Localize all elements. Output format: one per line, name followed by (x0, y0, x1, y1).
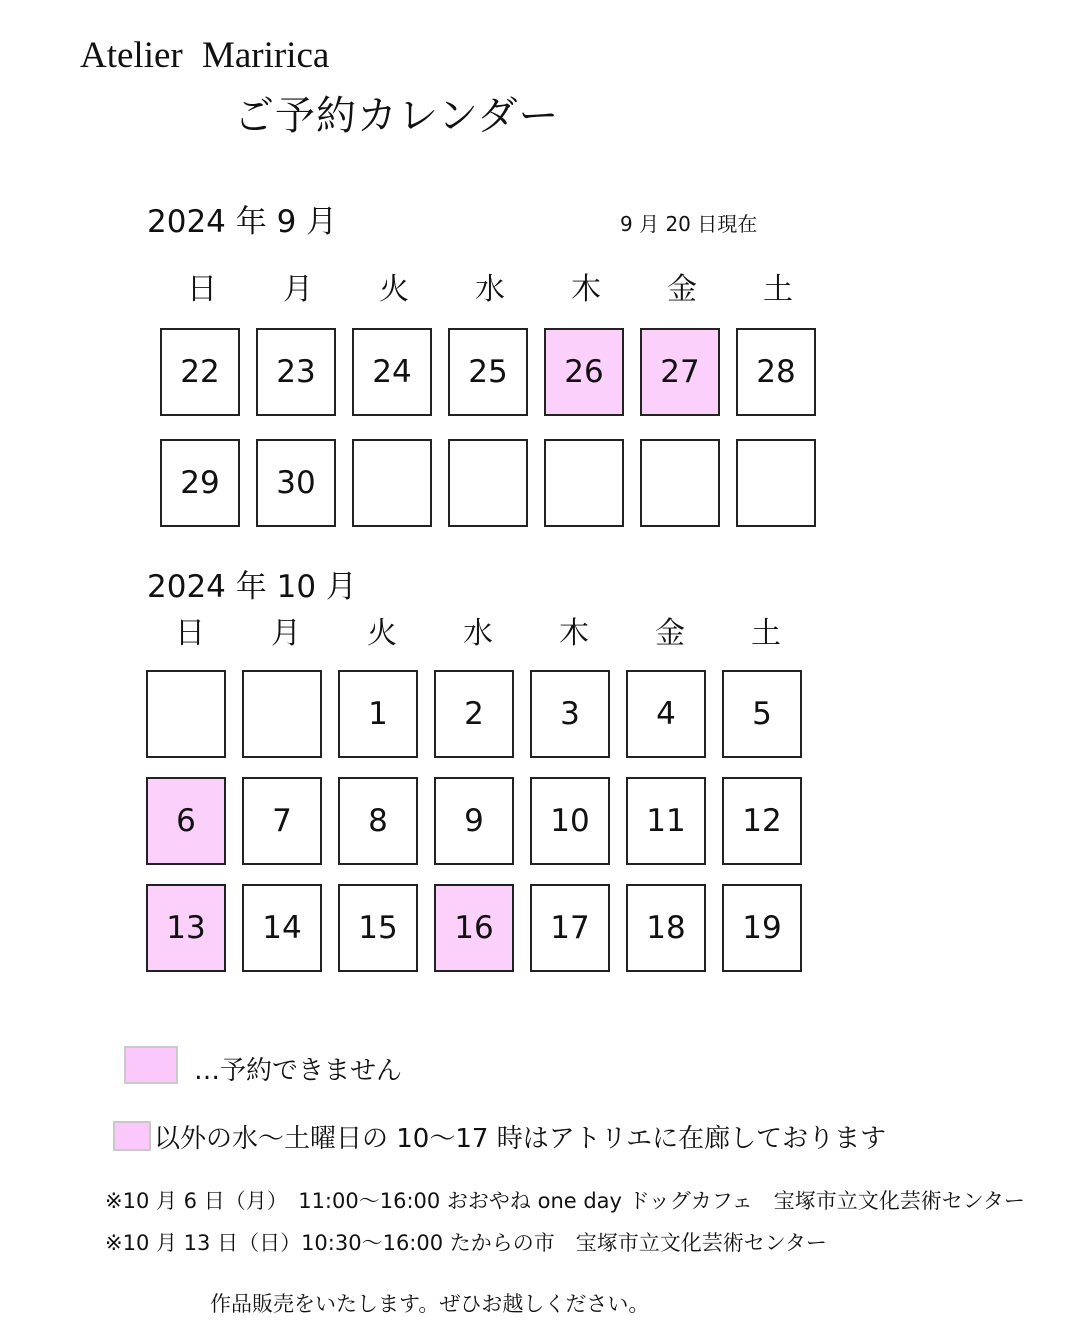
day-number: 3 (560, 696, 580, 732)
legend-swatch-unavailable (124, 1046, 178, 1084)
day-cell (242, 884, 322, 972)
weekday-label: 金 (655, 616, 685, 651)
empty-day-cell (640, 439, 720, 527)
day-cell (160, 328, 240, 416)
day-number: 28 (756, 354, 796, 390)
day-number: 9 (464, 803, 484, 839)
weekday-label: 木 (571, 272, 601, 307)
day-number: 23 (276, 354, 316, 390)
month-title-october: 2024 年 10 月 (147, 569, 357, 605)
day-number: 19 (742, 910, 782, 946)
weekday-label: 木 (559, 616, 589, 651)
day-number: 16 (454, 910, 494, 946)
day-cell (448, 328, 528, 416)
day-number: 17 (550, 910, 590, 946)
day-number: 5 (752, 696, 772, 732)
day-cell (626, 777, 706, 865)
day-cell (146, 777, 226, 865)
empty-day-cell (242, 670, 322, 758)
empty-day-cell (352, 439, 432, 527)
day-cell (530, 670, 610, 758)
empty-day-cell (544, 439, 624, 527)
day-cell (626, 884, 706, 972)
weekday-label: 土 (763, 272, 793, 307)
day-cell (640, 328, 720, 416)
weekday-label: 火 (379, 272, 409, 307)
event-note: ※10 月 6 日（月） 11:00～16:00 おおやね one day ドッグカフェ 宝塚市立文化芸術センター (105, 1189, 1025, 1213)
legend-hours-text: 以外の水～土曜日の 10～17 時はアトリエに在廊しております (154, 1124, 887, 1154)
day-number: 26 (564, 354, 604, 390)
weekday-label: 土 (751, 616, 781, 651)
calendar-grid-october (146, 670, 802, 972)
day-number: 4 (656, 696, 676, 732)
event-note: ※10 月 13 日（日）10:30～16:00 たからの市 宝塚市立文化芸術センター (105, 1231, 827, 1255)
weekday-label: 日 (175, 616, 205, 651)
brand-name: Atelier Maririca (80, 35, 330, 76)
weekday-header-october (142, 608, 814, 652)
weekday-label: 水 (475, 272, 505, 307)
empty-day-cell (736, 439, 816, 527)
legend-swatch-hours (113, 1121, 151, 1151)
day-cell (544, 328, 624, 416)
day-cell (146, 884, 226, 972)
day-cell (338, 884, 418, 972)
weekday-label: 日 (187, 272, 217, 307)
weekday-label: 金 (667, 272, 697, 307)
calendar-grid-september (160, 328, 816, 527)
day-number: 1 (368, 696, 388, 732)
empty-day-cell (146, 670, 226, 758)
empty-day-cell (448, 439, 528, 527)
weekday-label: 月 (271, 616, 301, 651)
day-number: 15 (358, 910, 398, 946)
day-cell (256, 328, 336, 416)
day-cell (530, 884, 610, 972)
day-cell (722, 884, 802, 972)
day-number: 14 (262, 910, 302, 946)
day-number: 18 (646, 910, 686, 946)
month-title-september: 2024 年 9 月 (147, 204, 338, 240)
day-number: 11 (646, 803, 686, 839)
day-number: 6 (176, 803, 196, 839)
day-cell (736, 328, 816, 416)
day-number: 2 (464, 696, 484, 732)
day-number: 27 (660, 354, 700, 390)
weekday-label: 水 (463, 616, 493, 651)
legend-unavailable-text: …予約できません (194, 1056, 403, 1086)
day-cell (352, 328, 432, 416)
day-number: 8 (368, 803, 388, 839)
day-number: 10 (550, 803, 590, 839)
day-number: 12 (742, 803, 782, 839)
day-number: 29 (180, 465, 220, 501)
day-cell (530, 777, 610, 865)
day-number: 30 (276, 465, 316, 501)
weekday-label: 火 (367, 616, 397, 651)
day-number: 22 (180, 354, 220, 390)
weekday-label: 月 (283, 272, 313, 307)
day-cell (626, 670, 706, 758)
day-cell (722, 777, 802, 865)
as-of-date: 9 月 20 日現在 (620, 212, 758, 236)
weekday-header-september (154, 264, 826, 308)
day-number: 24 (372, 354, 412, 390)
day-cell (160, 439, 240, 527)
day-number: 25 (468, 354, 508, 390)
day-cell (434, 884, 514, 972)
day-cell (434, 670, 514, 758)
day-number: 13 (166, 910, 206, 946)
closing-message: 作品販売をいたします。ぜひお越しください。 (210, 1292, 650, 1316)
day-cell (256, 439, 336, 527)
page-title: ご予約カレンダー (234, 93, 560, 139)
day-cell (722, 670, 802, 758)
day-cell (338, 777, 418, 865)
day-cell (242, 777, 322, 865)
day-cell (434, 777, 514, 865)
day-number: 7 (272, 803, 292, 839)
day-cell (338, 670, 418, 758)
